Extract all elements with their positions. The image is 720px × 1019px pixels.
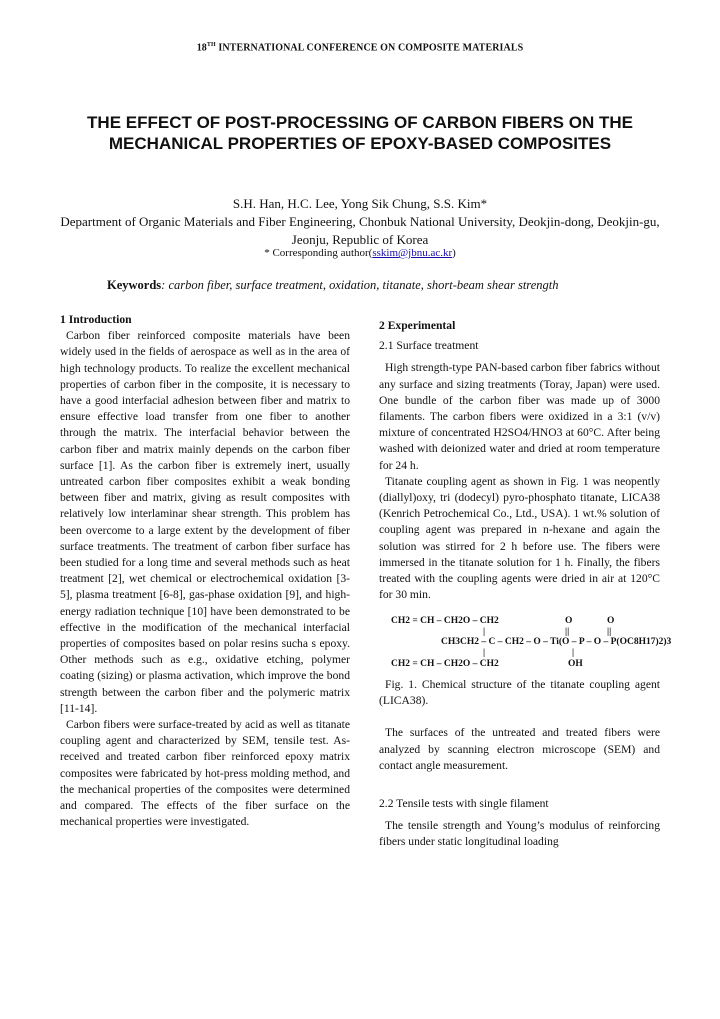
corresponding-author [60,247,660,259]
author-list: S.H. Han, H.C. Lee, Yong Sik Chung, S.S. Kim* [232,196,488,211]
experimental-paragraph-3: The surfaces of the untreated and treated fibers were analyzed by scanning electron microscope (SEM) and contact angle measurement. [379,726,660,772]
figure-1-caption: Fig. 1. Chemical structure of the titanate coupling agent (LICA38). [379,678,660,708]
intro-paragraph-2: Carbon fibers were surface-treated by acid as well as titanate coupling agent and characterized by SEM, tensile test. As-received and treated carbon fiber reinforced epoxy matrix composites were fabricated by hot-press molding method, and the mechanical properties of the composites were determined and compared. The effects of the fiber surface on the mechanical properties were investigated. [60,718,350,829]
corresponding-suffix: ) [452,247,456,259]
chemical-structure-figure [379,613,672,673]
right-column [379,318,672,851]
chem-bond-1: | [483,627,486,638]
header-number: 18 [196,42,207,54]
chem-oxygen-2: O [607,616,615,627]
chem-line-2: CH3CH2 – C – CH2 – O – Ti(O – P – O – P(OC8H17)2)3 [441,637,672,648]
corresponding-email-link[interactable]: sskim@jbnu.ac.kr [372,247,453,259]
conference-header [0,42,720,53]
chem-bond-2: | [483,648,486,659]
left-column [60,312,350,831]
chem-oxygen-1: O [565,616,573,627]
subsection-tensile-tests: 2.2 Tensile tests with single filament [379,797,549,811]
header-text: INTERNATIONAL CONFERENCE ON COMPOSITE MATERIALS [215,42,524,54]
section-heading-experimental: 2 Experimental [379,319,456,332]
corresponding-prefix: * Corresponding author( [264,247,373,259]
keywords-text: : carbon fiber, surface treatment, oxidation, titanate, short-beam shear strength [161,278,559,292]
experimental-paragraph-4: The tensile strength and Young’s modulus of reinforcing fibers under static longitudinal loading [379,819,660,849]
keywords-label: Keywords [107,278,162,292]
chem-line-1: CH2 = CH – CH2O – CH2 [391,616,499,627]
intro-paragraph-1: Carbon fiber reinforced composite materials have been widely used in the fields of aerospace as well as in the area of high technology products. To realize the excellent mechanical properties of carbon fiber in the composite, it is necessary to have a good interfacial adhesion between fiber and matrix to ensure effective load transfer from one fiber to another through the matrix. The interfacial behavior between the carbon fiber and matrix mainly depends on the carbon fiber surface [1]. As the carbon fiber is extremely inert, usually untreated carbon fiber composites exhibit a weak bonding between fiber and matrix, giving as result composites with relatively low interlaminar shear strength. This problem has been overcome to a large extent by the development of fiber surface treatments. The treatment of carbon fiber surface has been studied for a long time and several methods such as heat treatment [2], wet chemical or electrochemical oxidation [3-5], plasma treatment [6-8], gas-phase oxidation [9], and high-energy radiation technique [10] have been demonstrated to be effective in the modification of the mechanical interfacial properties of composites based on polar resins sucha s epoxy. Other methods such as e.g., oxidative etching, polymer coating (sizing) or plasma activation, which improve the bond strength between the carbon fiber and the polymeric matrix [11-14]. [60,329,350,715]
chem-line-3: CH2 = CH – CH2O – CH2 [391,659,499,670]
chem-bond-3: | [572,648,575,659]
header-superscript: TH [206,42,216,48]
keywords-line [107,278,667,293]
chem-double-bond-2: || [607,627,612,638]
experimental-paragraph-2: Titanate coupling agent as shown in Fig. 1 was neopently (diallyl)oxy, tri (dodecyl) pyro-phosphato titanate, LICA38 (Kenrich Petrochemical Co., Ltd., USA). 1 wt.% solution of coupling agent was prepared in n-hexane and again the solution was stirred for 2 h before use. The fibers were immersed in the titanate solution for 1 h. Finally, the fibers treated with the coupling agents were dried in air at 120°C for 30 min. [379,474,660,602]
subsection-surface-treatment: 2.1 Surface treatment [379,339,479,353]
paper-title: THE EFFECT OF POST-PROCESSING OF CARBON FIBERS ON THE MECHANICAL PROPERTIES OF EPOXY-BASED COMPOSITES [87,113,633,153]
section-heading-introduction: 1 Introduction [60,313,132,326]
chem-double-bond-1: || [565,627,570,638]
affiliation: Department of Organic Materials and Fiber Engineering, Chonbuk National University, Deokjin-dong, Deokjin-gu, Jeonju, Republic of Korea [60,214,660,247]
chem-hydroxyl: OH [568,659,583,670]
experimental-paragraph-1: High strength-type PAN-based carbon fiber fabrics without any surface and sizing treatments (Toray, Japan) were used. One bundle of the carbon fiber was made up of 3000 filaments. The carbon fibers were oxidized in a 3:1 (v/v) mixture of concentrated H2SO4/HNO3 at 60°C. After being washed with deionized water and dried at room temperature for 24 h. [379,361,660,472]
